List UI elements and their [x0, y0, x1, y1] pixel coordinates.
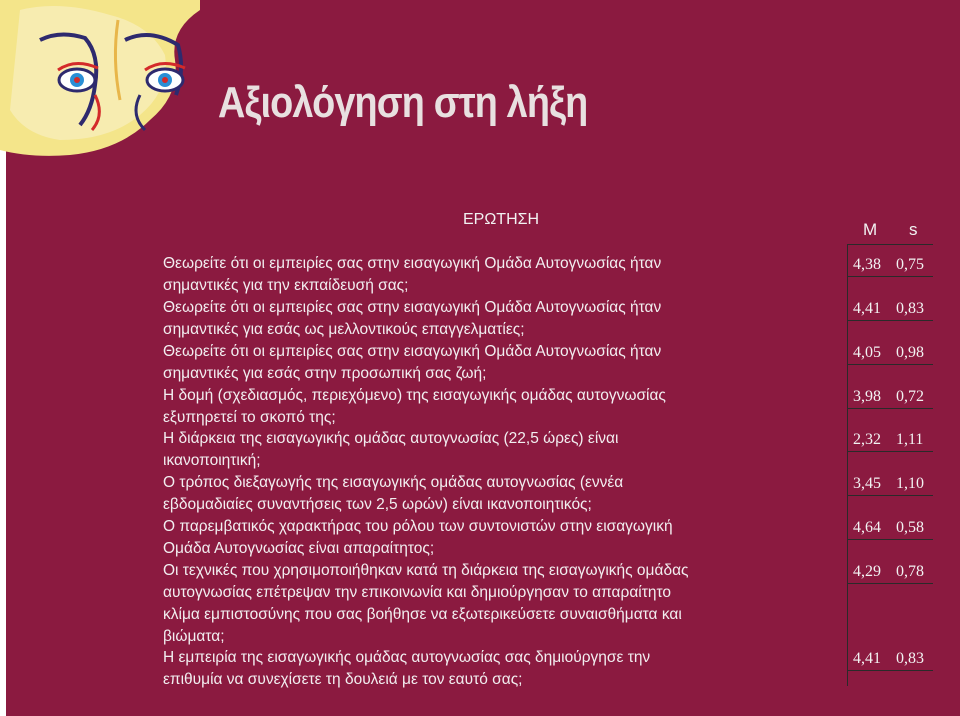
row-sd: 0,83	[896, 650, 924, 667]
row-rule	[847, 451, 933, 452]
row-question: Οι τεχνικές που χρησιμοποιήθηκαν κατά τη διάρκεια της εισαγωγικής ομάδας αυτογνωσίας επέτρεψαν την επικοινωνία και δημιούργησαν το απαραίτητο κλίμα εμπιστοσύνης που σας βοήθησε να εξωτερικεύσετε συναισθήματα και βιώματα;	[163, 562, 689, 645]
row-mean: 4,38	[853, 256, 881, 273]
row-rule	[847, 495, 933, 496]
row-rule	[847, 320, 933, 321]
faces-logo	[0, 0, 200, 160]
row-rule	[847, 670, 933, 671]
row-question: Ο παρεμβατικός χαρακτήρας του ρόλου των συντονιστών στην εισαγωγική Ομάδα Αυτογνωσίας είναι απαραίτητος;	[163, 518, 673, 557]
row-rule	[847, 276, 933, 277]
row-mean: 2,32	[853, 431, 881, 448]
row-sd: 1,10	[896, 475, 924, 492]
row-sd: 0,75	[896, 256, 924, 273]
row-sd: 0,98	[896, 344, 924, 361]
row-question: Θεωρείτε ότι οι εμπειρίες σας στην εισαγωγική Ομάδα Αυτογνωσίας ήταν σημαντικές για εσάς στην προσωπική σας ζωή;	[163, 343, 662, 382]
row-sd: 1,11	[896, 431, 924, 448]
row-mean: 4,64	[853, 519, 881, 536]
slide-title: Αξιολόγηση στη λήξη	[218, 78, 588, 127]
row-sd: 0,72	[896, 388, 924, 405]
row-mean: 4,41	[853, 300, 881, 317]
row-question: Θεωρείτε ότι οι εμπειρίες σας στην εισαγωγική Ομάδα Αυτογνωσίας ήταν σημαντικές για την εκπαίδευσή σας;	[163, 255, 662, 294]
header-rule	[847, 244, 933, 245]
row-sd: 0,58	[896, 519, 924, 536]
row-rule	[847, 539, 933, 540]
row-question: Η δομή (σχεδιασμός, περιεχόμενο) της εισαγωγικής ομάδας αυτογνωσίας εξυπηρετεί το σκοπό της;	[163, 387, 666, 426]
table-divider	[847, 244, 848, 686]
row-rule	[847, 364, 933, 365]
row-mean: 4,41	[853, 650, 881, 667]
row-rule	[847, 408, 933, 409]
row-sd: 0,78	[896, 563, 924, 580]
row-sd: 0,83	[896, 300, 924, 317]
row-mean: 3,98	[853, 388, 881, 405]
row-mean: 4,29	[853, 563, 881, 580]
row-question: Θεωρείτε ότι οι εμπειρίες σας στην εισαγωγική Ομάδα Αυτογνωσίας ήταν σημαντικές για εσάς ως μελλοντικούς επαγγελματίες;	[163, 299, 662, 338]
row-question: Η διάρκεια της εισαγωγικής ομάδας αυτογνωσίας (22,5 ώρες) είναι ικανοποιητική;	[163, 430, 619, 469]
row-question: Ο τρόπος διεξαγωγής της εισαγωγικής ομάδας αυτογνωσίας (εννέα εβδομαδιαίες συναντήσεις των 2,5 ωρών) είναι ικανοποιητικός;	[163, 474, 624, 513]
header-s: s	[909, 220, 918, 239]
row-rule	[847, 583, 933, 584]
row-mean: 4,05	[853, 344, 881, 361]
row-question: Η εμπειρία της εισαγωγικής ομάδας αυτογνωσίας σας δημιούργησε την επιθυμία να συνεχίσετε τη δουλειά με τον εαυτό σας;	[163, 649, 651, 688]
header-m: M	[863, 220, 878, 239]
row-mean: 3,45	[853, 475, 881, 492]
header-question: ΕΡΩΤΗΣΗ	[463, 211, 540, 228]
